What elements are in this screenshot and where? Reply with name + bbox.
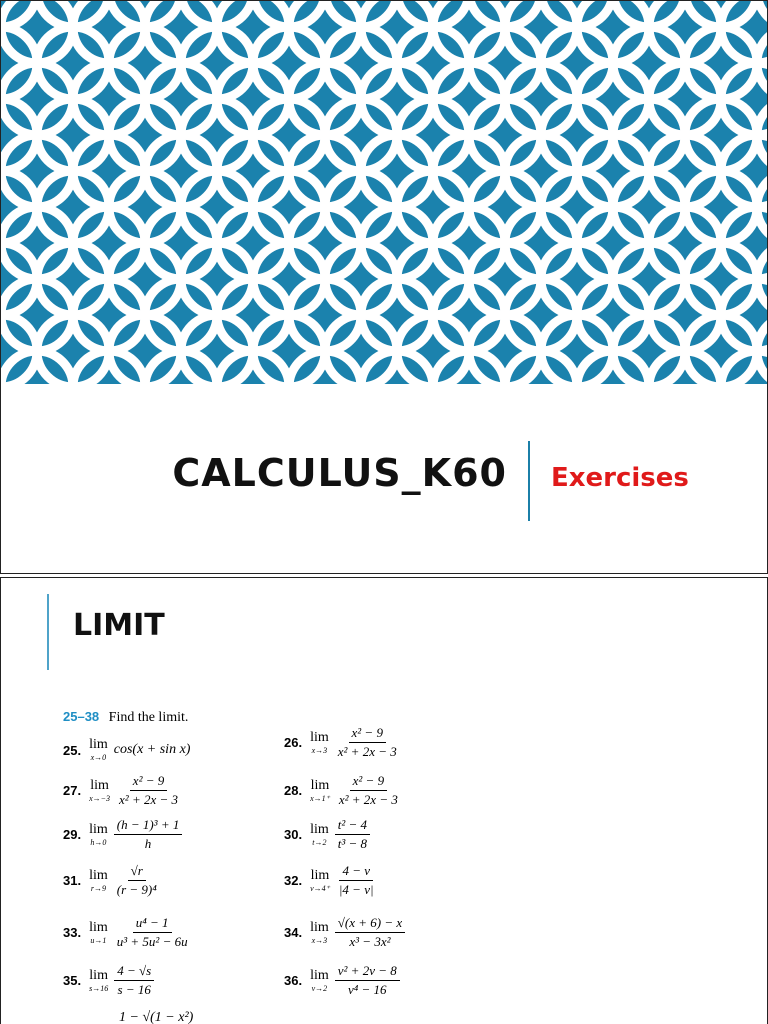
fraction bbox=[114, 818, 183, 852]
fraction bbox=[336, 864, 377, 898]
slide-title: CALCULUS_K60 bbox=[172, 451, 507, 495]
exercise-29 bbox=[63, 818, 182, 852]
numerator: √(x + 6) − x bbox=[335, 916, 405, 933]
denominator: u³ + 5u² − 6u bbox=[116, 934, 188, 950]
exercise-number: 25. bbox=[63, 742, 82, 758]
instruction-text: Find the limit. bbox=[108, 710, 189, 725]
numerator: v² + 2v − 8 bbox=[335, 964, 400, 981]
title-divider bbox=[528, 441, 530, 521]
limit-operator: lim r→9 bbox=[89, 867, 108, 893]
numerator: (h − 1)³ + 1 bbox=[114, 818, 183, 835]
exercise-25 bbox=[63, 738, 190, 762]
title-row bbox=[1, 441, 768, 521]
limit-operator: lim v→4⁺ bbox=[310, 867, 330, 893]
exercise-34 bbox=[284, 916, 405, 950]
exercise-35 bbox=[63, 964, 154, 998]
numerator: x² − 9 bbox=[130, 774, 167, 791]
exercise-number: 35. bbox=[63, 973, 82, 989]
denominator: s − 16 bbox=[117, 982, 151, 998]
exercise-number: 26. bbox=[284, 735, 303, 751]
fraction bbox=[114, 864, 160, 898]
exercise-26 bbox=[284, 726, 400, 760]
exercise-36 bbox=[284, 964, 400, 998]
exercise-27 bbox=[63, 774, 181, 808]
exercise-33 bbox=[63, 916, 191, 950]
numerator: x² − 9 bbox=[350, 774, 387, 791]
heading-accent-bar bbox=[47, 594, 49, 670]
denominator: |4 − v| bbox=[338, 882, 374, 898]
exercise-number: 36. bbox=[284, 973, 303, 989]
limit-operator: lim t→2 bbox=[310, 821, 329, 847]
limit-slide bbox=[0, 577, 768, 1024]
numerator: t² − 4 bbox=[335, 818, 370, 835]
numerator: 4 − √s bbox=[114, 964, 154, 981]
limit-operator: lim x→3 bbox=[310, 729, 329, 755]
limit-expression: cos(x + sin x) bbox=[113, 742, 191, 757]
numerator: √r bbox=[128, 864, 146, 881]
exercise-number: 27. bbox=[63, 783, 82, 799]
denominator: (r − 9)⁴ bbox=[116, 882, 157, 898]
fraction bbox=[335, 964, 400, 998]
limit-operator: lim s→16 bbox=[89, 967, 109, 993]
fraction bbox=[116, 774, 181, 808]
limit-operator: lim v→2 bbox=[310, 967, 329, 993]
numerator: x² − 9 bbox=[349, 726, 386, 743]
section-heading: LIMIT bbox=[73, 608, 165, 643]
exercise-number: 30. bbox=[284, 827, 303, 843]
exercise-number: 31. bbox=[63, 873, 82, 889]
limit-operator: lim x→0 bbox=[89, 737, 108, 762]
denominator: x² + 2x − 3 bbox=[337, 744, 397, 760]
exercise-partial bbox=[119, 1010, 193, 1024]
fraction bbox=[336, 774, 401, 808]
fraction bbox=[335, 818, 370, 852]
denominator: x² + 2x − 3 bbox=[338, 792, 398, 808]
fraction bbox=[114, 916, 191, 950]
numerator: 4 − v bbox=[339, 864, 373, 881]
denominator: v⁴ − 16 bbox=[347, 982, 387, 998]
limit-operator: lim x→−3 bbox=[89, 777, 111, 803]
exercise-31 bbox=[63, 864, 160, 898]
denominator: h bbox=[144, 836, 152, 852]
numerator: u⁴ − 1 bbox=[133, 916, 172, 933]
exercise-30 bbox=[284, 818, 370, 852]
fraction bbox=[335, 916, 405, 950]
exercise-32 bbox=[284, 864, 377, 898]
denominator: t³ − 8 bbox=[337, 836, 368, 852]
slide-subtitle: Exercises bbox=[551, 463, 689, 493]
limit-operator: lim h→0 bbox=[89, 821, 108, 847]
exercise-28 bbox=[284, 774, 401, 808]
limit-operator: lim x→1⁺ bbox=[310, 777, 330, 803]
limit-operator: lim x→3 bbox=[310, 919, 329, 945]
exercise-number: 34. bbox=[284, 925, 303, 941]
exercise-number: 28. bbox=[284, 783, 303, 799]
decorative-pattern bbox=[1, 1, 768, 384]
limit-operator: lim u→1 bbox=[89, 919, 108, 945]
exercise-number: 33. bbox=[63, 925, 82, 941]
exercise-range: 25–38 bbox=[63, 709, 100, 724]
exercise-number: 29. bbox=[63, 827, 82, 843]
denominator: x² + 2x − 3 bbox=[119, 792, 179, 808]
fraction bbox=[335, 726, 400, 760]
exercise-number: 32. bbox=[284, 873, 303, 889]
partial-numerator: 1 − √(1 − x²) bbox=[119, 1010, 194, 1024]
denominator: x³ − 3x² bbox=[349, 934, 391, 950]
fraction bbox=[114, 964, 154, 998]
exercise-instruction bbox=[63, 709, 188, 726]
